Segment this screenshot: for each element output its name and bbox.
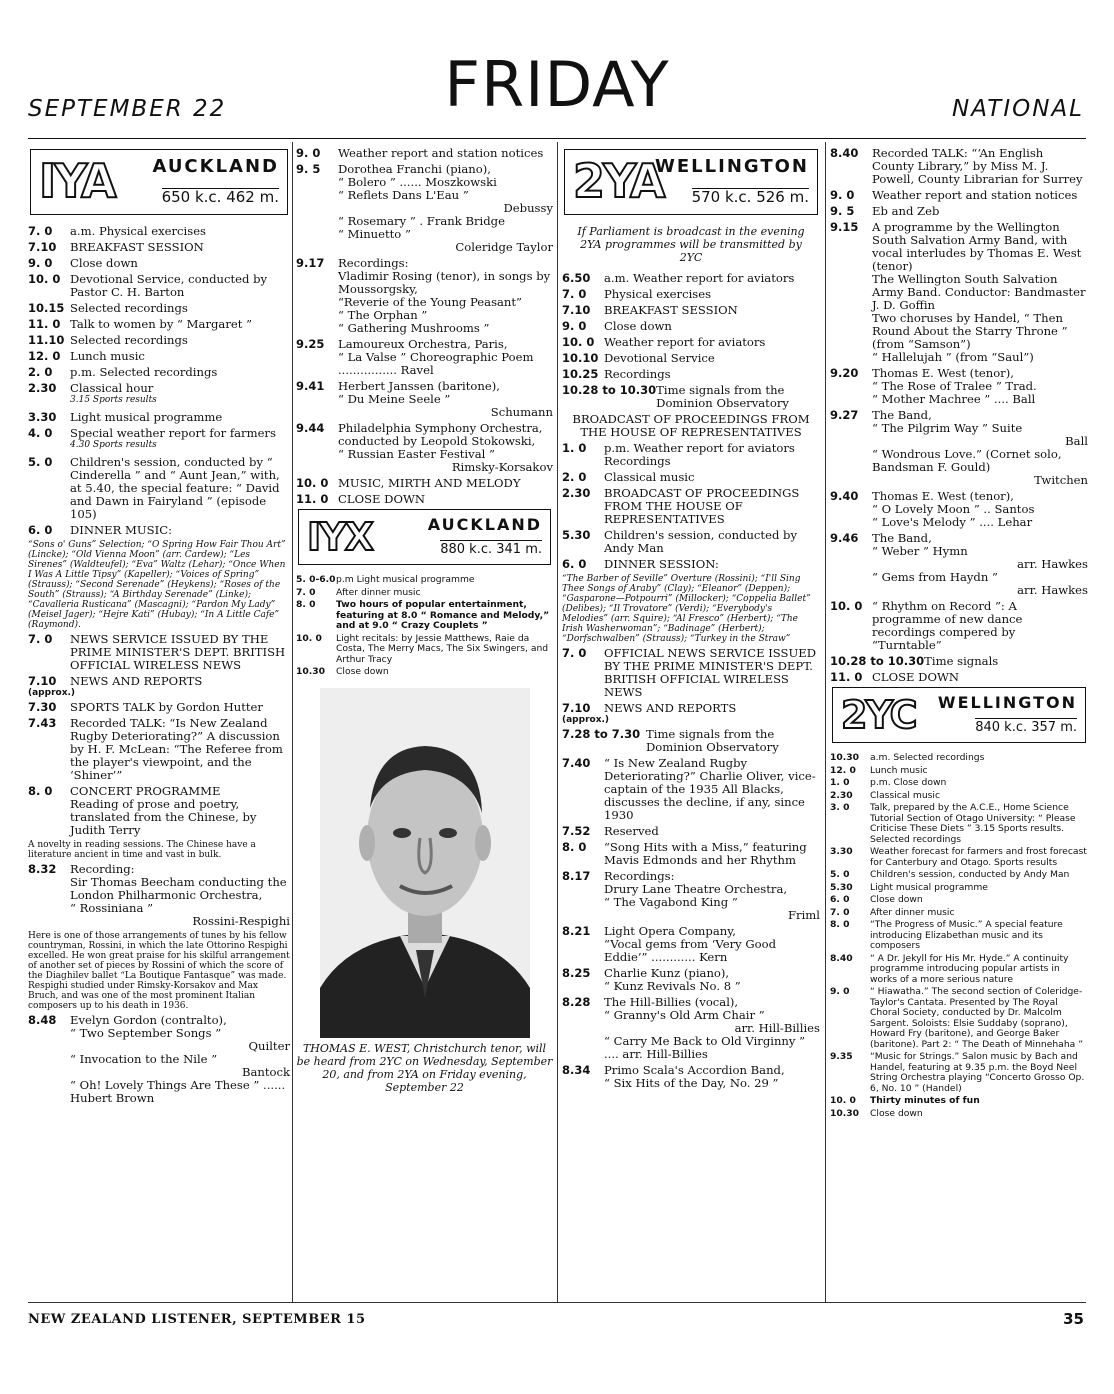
program-item: 1. 0 p.m. Weather report for aviators Recordings [562, 441, 795, 468]
station-frequency: 840 k.c. 357 m. [975, 720, 1077, 735]
program-item: 7. 0 Physical exercises [562, 287, 712, 301]
page-number: 35 [1063, 1310, 1084, 1328]
program-item: 7.10 BREAKFAST SESSION [28, 240, 204, 254]
program-item: 10.28 to 10.30 Time signals from the Dominion Observatory [562, 383, 789, 410]
program-item: 8.34 Primo Scala's Accordion Band, “ Six Hits of the Day, No. 29 ” [562, 1063, 785, 1090]
program-item: 2.30 Classical music [830, 789, 941, 801]
program-item: 7.43 Recorded TALK: “Is New Zealand Rugby Deteriorating?” A discussion by H. F. McLean: “The Referee from the player's viewpoint, and the ‘Shiner’” [28, 716, 283, 782]
program-item: 7.30 SPORTS TALK by Gordon Hutter [28, 700, 263, 714]
station-box-1yx [298, 509, 551, 565]
program-item: 9. 0 “ Hiawatha.” The second section of Coleridge-Taylor's Cantata. Presented by The Royal Choral Society, conducted by Dr. Malcolm Sargent. Soloists: Elsie Suddaby (soprano), Howard Fry (baritone), and George Baker (baritone). Part 2: “ The Death of Minnehaha ” [830, 986, 1083, 1050]
program-item: 7. 0 OFFICIAL NEWS SERVICE ISSUED BY THE PRIME MINISTER'S DEPT. BRITISH OFFICIAL WIRELESS NEWS [562, 646, 817, 699]
program-item: 10. 0 “ Rhythm on Record ”: A programme of new dance recordings compered by “Turntable” [830, 599, 1023, 652]
program-item: 2. 0 p.m. Selected recordings [28, 365, 218, 379]
program-item: 10. 0 Devotional Service, conducted by Pastor C. H. Barton [28, 272, 268, 299]
station-frequency: 570 k.c. 526 m. [691, 188, 809, 206]
program-item: 9. 0 Weather report and station notices [830, 188, 1078, 202]
program-item: 9.44 Philadelphia Symphony Orchestra, conducted by Leopold Stokowski, “ Russian Easter Festival ” Rimsky-Korsakov [296, 421, 553, 474]
program-note: A novelty in reading sessions. The Chinese have a literature ancient in time and vast in bulk. [28, 840, 256, 860]
program-note: (approx.) [562, 715, 610, 725]
program-item: 9.27 The Band, “ The Pilgrim Way ” Suite Ball “ Wondrous Love.” (Cornet solo, Bandsman F. Gould) Twitchen [830, 408, 1088, 487]
program-item: 9. 5 Dorothea Franchi (piano), “ Bolero ” ...... Moszkowski “ Reflets Dans L'Eau ” Debussy “ Rosemary ” . Frank Bridge “ Minuetto ” Coleridge Taylor [296, 162, 553, 254]
program-item: 11. 0 CLOSE DOWN [296, 492, 426, 506]
program-item: 10. 0 MUSIC, MIRTH AND MELODY [296, 476, 521, 490]
program-item: 6.50 a.m. Weather report for aviators [562, 271, 795, 285]
program-note: “Sons o' Guns” Selection; “O Spring How Fair Thou Art” (Lincke); “Old Vienna Moon” (arr. Cardew); “Les Sirenes” (Waldteufel); “Eva” Waltz (Lehar); “Once When I Was A Little Tipsy” (Kapeller); “Voices of Spring” (Strauss); “Second Serenade” (Heykens); “Roses of the South” (Strauss); “A Birthday Serenade” (Linke); “Cavalleria Rusticana” (Mascagni); “Pardon My Lady” (Meisel Jager); “Hejre Kati” (Hubay); “In A Little Cafe” (Raymond). [28, 540, 286, 630]
program-item: 6. 0 Close down [830, 894, 923, 905]
station-logo: 2YA [573, 154, 664, 208]
program-item: 2.30 Classical hour 3.15 Sports results [28, 381, 157, 405]
station-box-2ya [564, 149, 818, 215]
program-item: 9.20 Thomas E. West (tenor), “ The Rose of Tralee ” Trad. “ Mother Machree ” .... Ball [830, 366, 1037, 406]
program-item: 7. 0 a.m. Physical exercises [28, 224, 207, 238]
program-item: 10.30 Close down [830, 1107, 923, 1119]
footer-rule [28, 1302, 1086, 1303]
program-item: 11. 0 Talk to women by “ Margaret ” [28, 317, 253, 331]
column-2ya [562, 146, 820, 1093]
program-item: 7.52 Reserved [562, 824, 659, 838]
program-item: 9.17 Recordings: Vladimir Rosing (tenor), in songs by Moussorgsky, “Reverie of the Young Peasant” “ The Orphan ” “ Gathering Mushrooms ” [296, 256, 551, 335]
program-item: 7.10 NEWS AND REPORTS [562, 701, 737, 715]
program-item: 10.30 Close down [296, 666, 389, 677]
program-item: 8. 0 “Song Hits with a Miss,” featuring Mavis Edmonds and her Rhythm [562, 840, 807, 867]
program-item: 3.30 Weather forecast for farmers and frost forecast for Canterbury and Otago. Sports results [830, 846, 1087, 868]
program-item: 7. 0 NEWS SERVICE ISSUED BY THE PRIME MINISTER'S DEPT. BRITISH OFFICIAL WIRELESS NEWS [28, 632, 286, 672]
column-1yA [28, 146, 290, 1108]
program-item: 7.10 BREAKFAST SESSION [562, 303, 738, 317]
program-item: 10.28 to 10.30 Time signals [830, 654, 999, 668]
portrait-photo [320, 688, 530, 1038]
station-city: WELLINGTON [655, 156, 809, 177]
program-item: 7.40 “ Is New Zealand Rugby Deteriorating?” Charlie Oliver, vice-captain of the 1935 All Blacks, discusses the decline, if any, since 1930 [562, 756, 816, 822]
page-header [0, 0, 1114, 140]
program-item: 6. 0 DINNER MUSIC: [28, 523, 172, 537]
column-divider [825, 142, 826, 1302]
program-item: 10.25 Recordings [562, 367, 671, 381]
parliament-note: If Parliament is broadcast in the evening 2YA programmes will be transmitted by 2YC [577, 225, 805, 264]
header-date: SEPTEMBER 22 [28, 96, 227, 122]
program-item: 8. 0 CONCERT PROGRAMME Reading of prose and poetry, translated from the Chinese, by Judith Terry [28, 784, 257, 837]
program-item: 9.25 Lamoureux Orchestra, Paris, “ La Valse ” Choreographic Poem ................ Ravel [296, 337, 534, 377]
program-item: 5. 0-6.0 p.m Light musical programme [296, 574, 475, 585]
program-item: 2. 0 Classical music [562, 470, 695, 484]
portrait-photo-illustration [320, 688, 530, 1038]
program-item: 5.30 Light musical programme [830, 881, 988, 893]
program-item: 10.15 Selected recordings [28, 301, 188, 315]
footer-publication: NEW ZEALAND LISTENER, SEPTEMBER 15 [28, 1312, 366, 1327]
station-frequency: 650 k.c. 462 m. [161, 188, 279, 206]
program-item: 10. 0 Weather report for aviators [562, 335, 766, 349]
program-item: 12. 0 Lunch music [830, 764, 928, 776]
station-logo: IYX [307, 515, 372, 559]
program-item: 4. 0 Special weather report for farmers 4.30 Sports results [28, 426, 276, 450]
program-item: 9.40 Thomas E. West (tenor), “ O Lovely Moon ” .. Santos “ Love's Melody ” .... Lehar [830, 489, 1035, 529]
program-item: 6. 0 DINNER SESSION: [562, 557, 719, 571]
column-2ya-continued [830, 146, 1088, 1121]
program-item: 9.15 A programme by the Wellington South Salvation Army Band, with vocal interludes by Thomas E. West (tenor) The Wellington South Salvation Army Band. Conductor: Bandmaster J. D. Goffin Two choruses by Handel, “ Then Round About the Starry Throne ” (from “Samson”) “ Hallelujah ” (from “Saul”) [830, 220, 1086, 364]
program-item: 8.40 Recorded TALK: “‘An English County Library,” by Miss M. J. Powell, County Librarian for Surrey [830, 146, 1083, 186]
header-day: FRIDAY [444, 48, 670, 121]
program-item: 10.30 a.m. Selected recordings [830, 752, 985, 763]
column-divider [292, 142, 293, 1302]
program-item: 8.40 “ A Dr. Jekyll for His Mr. Hyde.” A continuity programme introducing popular artists in works of a more serious nature [830, 952, 1069, 985]
program-note: (approx.) [28, 688, 76, 698]
program-item: 5. 0 Children's session, conducted by “ Cinderella ” and “ Aunt Jean,” with, at 5.40, the special feature: “ David and Dawn in Fairyland ” (episode 105) [28, 455, 280, 521]
program-item: 9. 0 Close down [562, 319, 672, 333]
program-item: 9. 5 Eb and Zeb [830, 204, 940, 218]
program-item: 9.46 The Band, “ Weber ” Hymn arr. Hawkes “ Gems from Haydn ” arr. Hawkes [830, 531, 1088, 597]
program-item: 5. 0 Children's session, conducted by Andy Man [830, 869, 1070, 880]
header-section: NATIONAL [952, 96, 1084, 122]
station-city: AUCKLAND [427, 515, 542, 534]
program-item: 1. 0 p.m. Close down [830, 777, 947, 788]
station-city: AUCKLAND [152, 156, 279, 177]
program-note: “The Barber of Seville” Overture (Rossini); “I'll Sing Thee Songs of Araby” (Clay); “Eleanor” (Deppen); “Gasparone—Potpourri” (Millocker); “Coppelia Ballet” (Delibes); “Il Trovatore” (Verdi); “Everybody's Melodies” (arr. Squire); “Al Fresco” (Herbert); “The Irish Washerwoman”; “Badinage” (Herbert); “Dorfschwalben” (Strauss); “Turkey in the Straw” [562, 574, 811, 644]
program-item: 8.48 Evelyn Gordon (contralto), “ Two September Songs ” Quilter “ Invocation to the Nile ” Bantock “ Oh! Lovely Things Are These ” ...... Hubert Brown [28, 1013, 290, 1105]
program-item: 9.41 Herbert Janssen (baritone), “ Du Meine Seele ” Schumann [296, 379, 553, 419]
program-list-1yx [296, 575, 553, 678]
station-frequency: 880 k.c. 341 m. [440, 542, 542, 557]
program-item: 8.32 Recording: Sir Thomas Beecham conducting the London Philharmonic Orchestra, “ Rossiniana ” Rossini-Respighi [28, 862, 290, 928]
station-box-1ya [30, 149, 288, 215]
column-divider [557, 142, 558, 1302]
program-item: 2.30 BROADCAST OF PROCEEDINGS FROM THE HOUSE OF REPRESENTATIVES [562, 486, 800, 526]
column-1ya-continued [296, 146, 553, 1094]
header-rule [28, 138, 1086, 139]
photo-caption: THOMAS E. WEST, Christchurch tenor, will be heard from 2YC on Wednesday, September 20, and from 2YA on Friday evening, September 22 [296, 1041, 553, 1094]
program-item: 8.21 Light Opera Company, “Vocal gems from ‘Very Good Eddie’” ............ Kern [562, 924, 777, 964]
program-item: 9. 0 Weather report and station notices [296, 146, 544, 160]
program-item: 3.30 Light musical programme [28, 410, 223, 424]
station-box-2yc [832, 687, 1086, 743]
program-item: 7. 0 After dinner music [830, 906, 955, 918]
program-item: 3. 0 Talk, prepared by the A.C.E., Home Science Tutorial Section of Otago University: “ Please Criticise These Diets ” 3.15 Sports results. Selected recordings [830, 802, 1076, 845]
station-logo: IYA [39, 154, 115, 208]
program-item: 7.10 NEWS AND REPORTS [28, 674, 203, 688]
program-item: 7. 0 After dinner music [296, 586, 421, 598]
program-item: 10. 0 Thirty minutes of fun [830, 1095, 980, 1106]
program-note: Here is one of those arrangements of tunes by his fellow countryman, Rossini, in which the late Ottorino Respighi excelled. He won great praise for his skilful arrangement of another set of pieces by Rossini of which the score of the Diaghilev ballet “La Boutique Fantasque” was made. Respighi studied under Rimsky-Korsakov and Max Bruch, and was one of the most prominent Italian composers up to his death in 1936. [28, 931, 290, 1011]
program-item: 10. 0 Light recitals: by Jessie Matthews, Raie da Costa, The Merry Macs, The Six Swingers, and Arthur Tracy [296, 632, 549, 665]
program-item: 8. 0 “The Progress of Music.” A special feature introducing Elizabethan music and its composers [830, 919, 1063, 951]
program-list-2yc [830, 753, 1088, 1119]
program-item: 11.10 Selected recordings [28, 333, 188, 347]
program-item: 7.28 to 7.30 Time signals from the Dominion Observatory [562, 727, 779, 754]
program-item: 9.35 “Music for Strings.” Salon music by Bach and Handel, featuring at 9.35 p.m. the Boyd Neel String Orchestra playing “Concerto Grosso Op. 6, No. 10 ” (Handel) [830, 1051, 1085, 1094]
program-item: 8.25 Charlie Kunz (piano), “ Kunz Revivals No. 8 ” [562, 966, 741, 993]
program-item: 9. 0 Close down [28, 256, 138, 270]
program-item: 5.30 Children's session, conducted by Andy Man [562, 528, 798, 555]
program-item: 10.10 Devotional Service [562, 351, 715, 365]
station-logo: 2YC [841, 693, 916, 737]
program-item: 8.28 The Hill-Billies (vocal), “ Granny's Old Arm Chair ” arr. Hill-Billies “ Carry Me Back to Old Virginny ” .... arr. Hill-Billies [562, 995, 820, 1061]
station-city: WELLINGTON [937, 693, 1077, 712]
program-item: 12. 0 Lunch music [28, 349, 145, 363]
program-note: BROADCAST OF PROCEEDINGS FROM THE HOUSE OF REPRESENTATIVES [572, 412, 810, 439]
program-item: 8. 0 Two hours of popular entertainment, featuring at 8.0 “ Romance and Melody,” and at 9.0 “ Crazy Couplets ” [296, 599, 550, 631]
program-item: 11. 0 CLOSE DOWN [830, 670, 960, 684]
program-item: 8.17 Recordings: Drury Lane Theatre Orchestra, “ The Vagabond King ” Friml [562, 869, 820, 922]
